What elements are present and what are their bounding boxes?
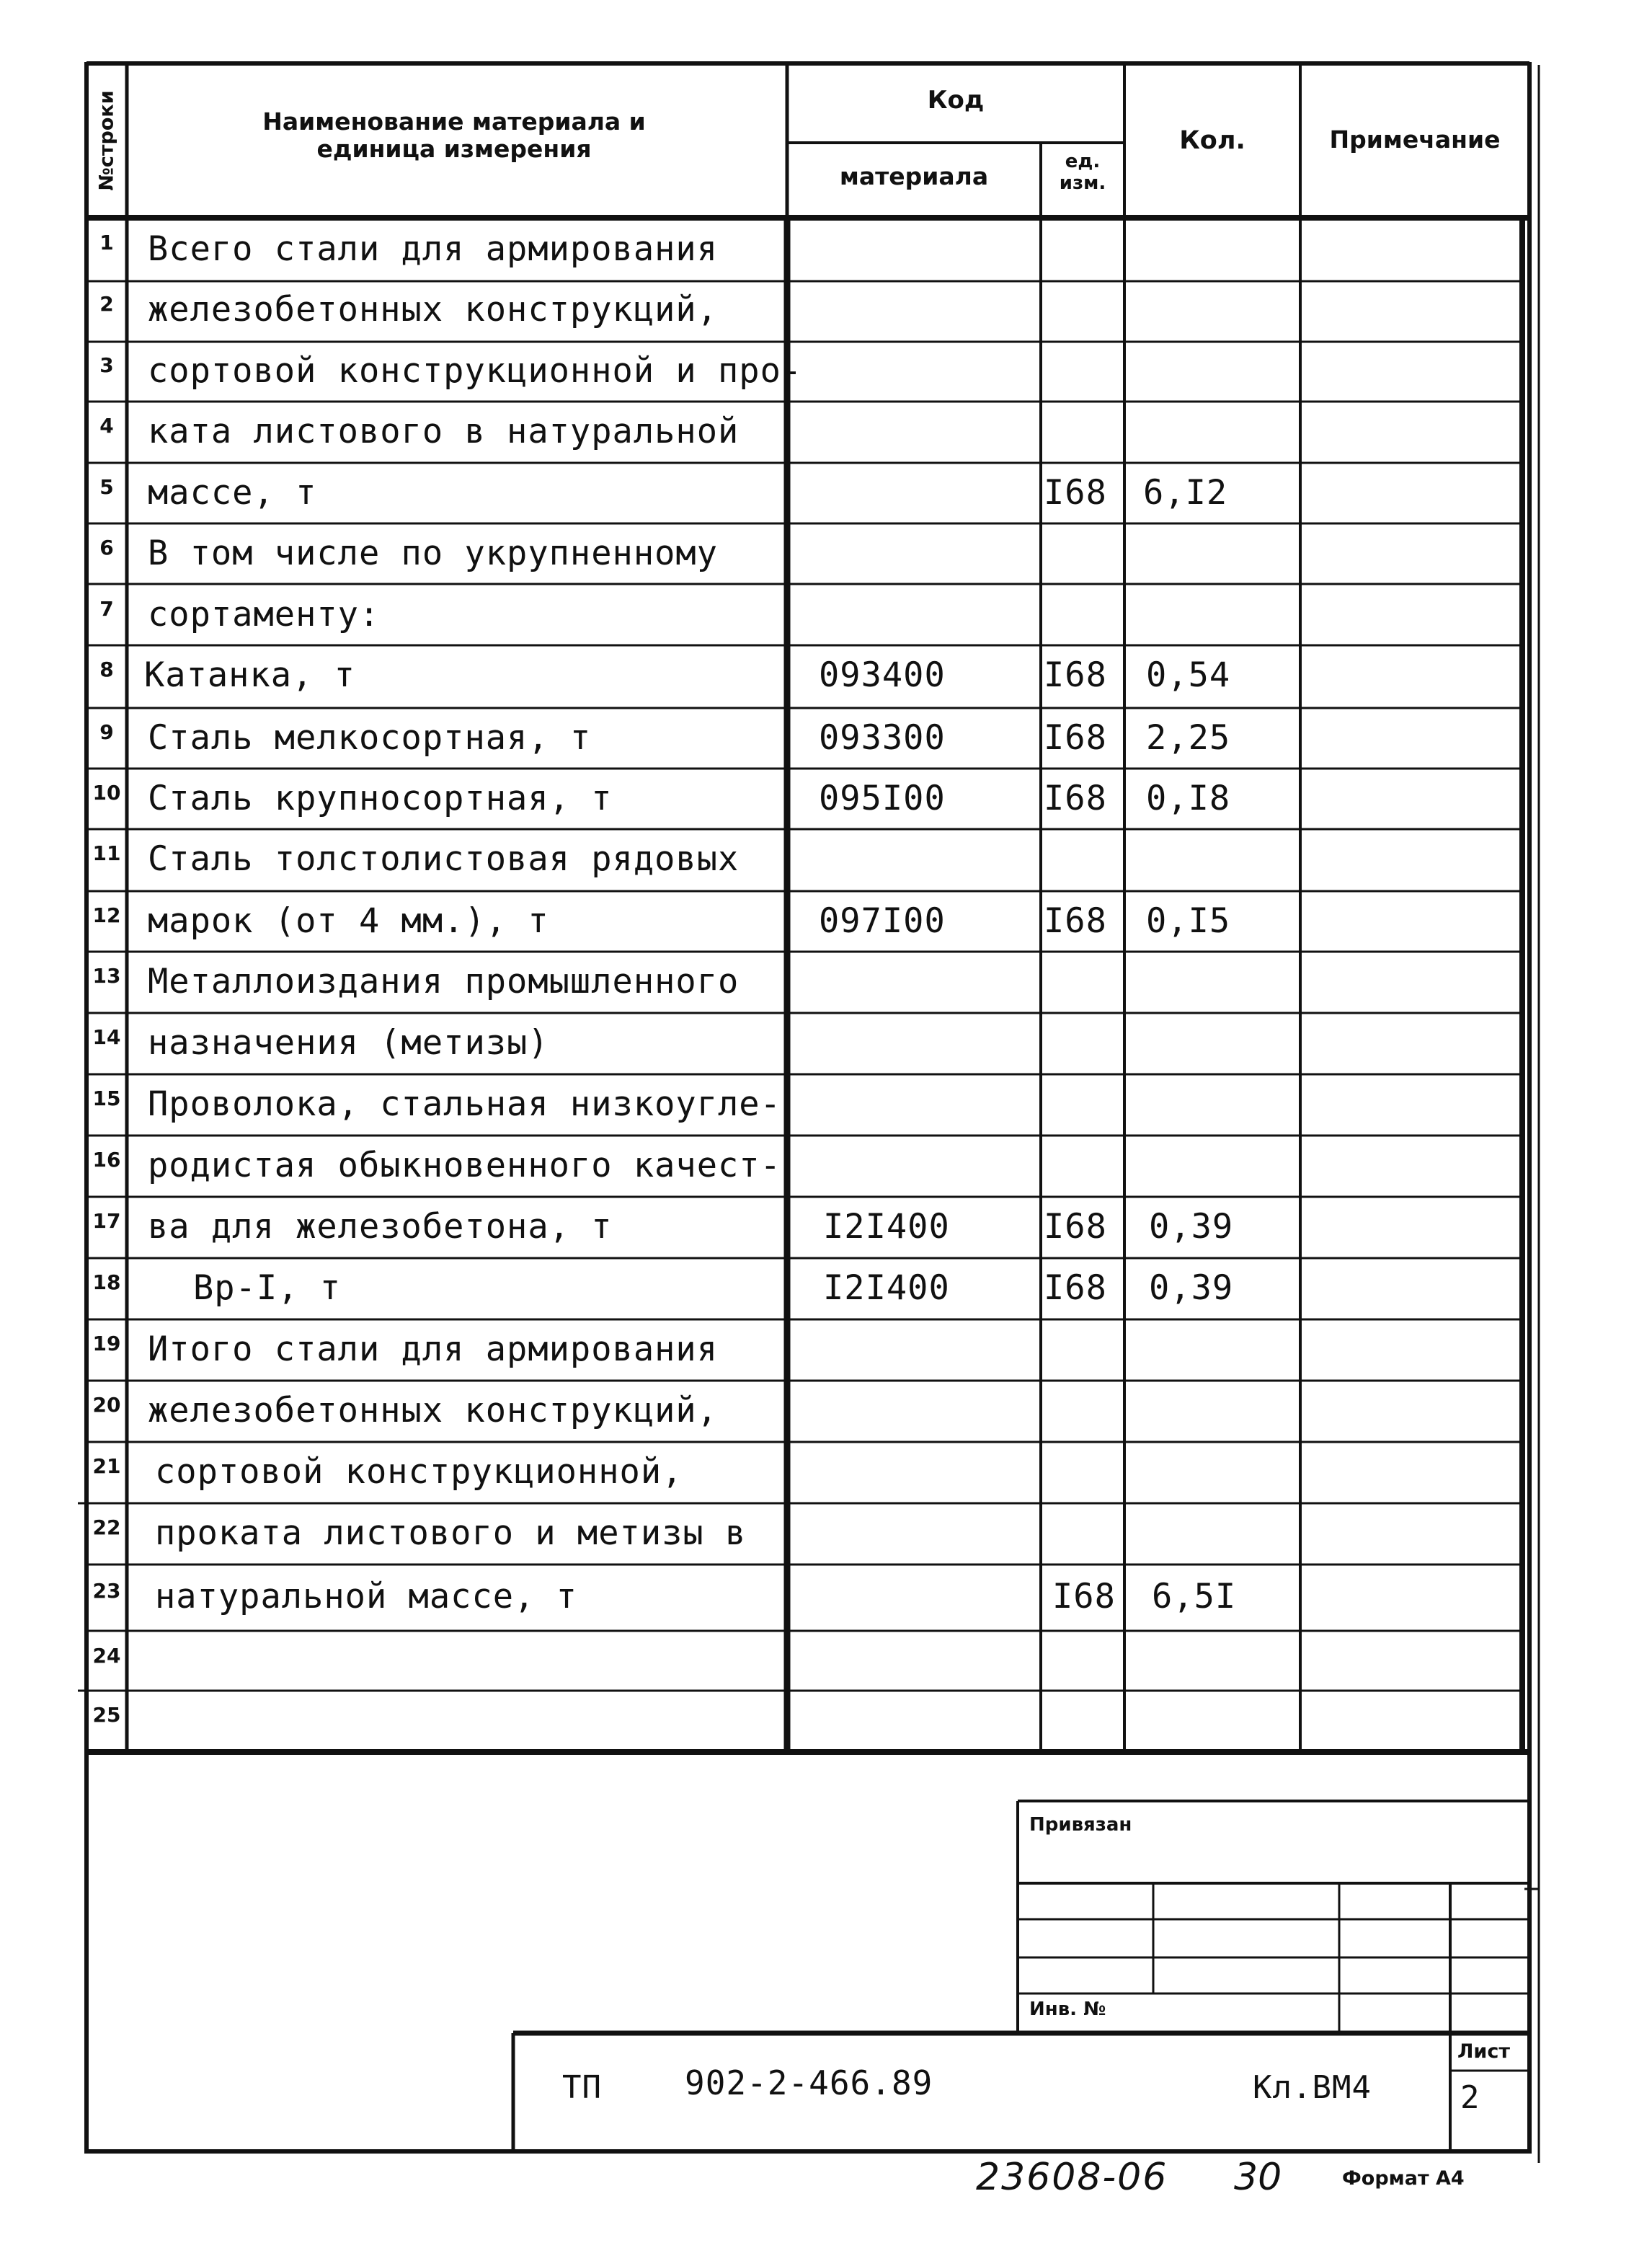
- row-number: 2: [99, 292, 114, 316]
- material-code: I2I400: [823, 1268, 950, 1308]
- row-number: 12: [92, 903, 121, 927]
- row-number: 7: [99, 597, 114, 621]
- stamp-album: Кл.ВМ4: [1253, 2069, 1372, 2106]
- material-name: В том числе по укрупненному: [148, 534, 719, 573]
- row-number: 6: [99, 536, 114, 559]
- stamp-sheet-number: 2: [1460, 2079, 1480, 2116]
- material-name: Сталь мелкосортная, т: [148, 718, 592, 758]
- row-number: 19: [92, 1332, 121, 1355]
- stamp-sheet-label: Лист: [1457, 2040, 1510, 2063]
- unit-code: I68: [1052, 1577, 1116, 1616]
- row-number: 25: [92, 1703, 121, 1727]
- row-number: 8: [99, 658, 114, 681]
- stamp-doc-number: 902-2-466.89: [685, 2063, 933, 2102]
- row-number: 10: [92, 781, 121, 805]
- material-code: 093400: [819, 655, 946, 695]
- material-name: массе, т: [148, 473, 317, 513]
- row-number: 16: [92, 1148, 121, 1172]
- unit-code: I68: [1044, 718, 1107, 758]
- quantity-value: 0,54: [1146, 655, 1231, 695]
- row-number: 4: [99, 414, 114, 438]
- material-name: Сталь крупносортная, т: [148, 779, 613, 818]
- material-name: сортовой конструкционной,: [155, 1452, 683, 1492]
- unit-code: I68: [1044, 779, 1107, 818]
- material-code: 097I00: [819, 901, 946, 941]
- quantity-value: 0,39: [1149, 1207, 1234, 1247]
- quantity-value: 6,5I: [1152, 1577, 1237, 1616]
- material-name: Вр-I, т: [193, 1268, 342, 1308]
- quantity-value: 2,25: [1146, 718, 1231, 758]
- material-name: родистая обыкновенного качест-: [148, 1146, 781, 1185]
- row-number: 18: [92, 1270, 121, 1294]
- row-number: 1: [99, 231, 114, 255]
- material-name: железобетонных конструкций,: [148, 290, 719, 329]
- row-number: 9: [99, 720, 114, 744]
- stamp-tp: ТП: [562, 2069, 602, 2106]
- material-name: Сталь толстолистовая рядовых: [148, 839, 740, 879]
- row-number: 11: [92, 841, 121, 865]
- material-code: 093300: [819, 718, 946, 758]
- material-name: проката листового и метизы в: [155, 1513, 747, 1553]
- row-number: 13: [92, 964, 121, 988]
- material-name: марок (от 4 мм.), т: [148, 901, 549, 941]
- quantity-value: 0,39: [1149, 1268, 1234, 1308]
- archive-number: 23608-06: [976, 2156, 1168, 2199]
- row-number: 14: [92, 1025, 121, 1049]
- material-name: железобетонных конструкций,: [148, 1391, 719, 1430]
- header-material-name: Наименование материала и единица измерения: [262, 107, 646, 163]
- material-code: I2I400: [823, 1207, 950, 1247]
- stamp-inv-no: Инв. №: [1029, 1999, 1106, 2020]
- row-number: 5: [99, 475, 114, 499]
- quantity-value: 0,I5: [1146, 901, 1231, 941]
- row-number: 20: [92, 1393, 121, 1417]
- quantity-value: 0,I8: [1146, 779, 1231, 818]
- material-name: сортовой конструкционной и про-: [148, 351, 803, 391]
- header-code: Код: [927, 86, 985, 115]
- page-number: 30: [1234, 2156, 1282, 2199]
- material-name: Проволока, стальная низкоугле-: [148, 1084, 781, 1124]
- unit-code: I68: [1044, 655, 1107, 695]
- header-code-unit: ед. изм.: [1059, 151, 1106, 194]
- row-number: 17: [92, 1209, 121, 1233]
- stamp-privyazan: Привязан: [1029, 1814, 1132, 1836]
- row-number: 23: [92, 1579, 121, 1603]
- format-label: Формат А4: [1342, 2167, 1465, 2190]
- material-name: Металлоиздания промышленного: [148, 962, 740, 1001]
- material-name: Итого стали для армирования: [148, 1329, 719, 1369]
- material-name: сортаменту:: [148, 595, 381, 634]
- unit-code: I68: [1044, 473, 1107, 513]
- header-row-number: №строки: [95, 90, 118, 191]
- unit-code: I68: [1044, 901, 1107, 941]
- material-name: ката листового в натуральной: [148, 412, 740, 451]
- row-number: 21: [92, 1454, 121, 1478]
- header-code-material: материала: [839, 162, 989, 190]
- material-name: ва для железобетона, т: [148, 1207, 613, 1247]
- material-name: натуральной массе, т: [155, 1577, 577, 1616]
- row-number: 24: [92, 1644, 121, 1668]
- row-number: 22: [92, 1515, 121, 1539]
- material-code: 095I00: [819, 779, 946, 818]
- row-number: 3: [99, 353, 114, 377]
- material-name: Всего стали для армирования: [148, 229, 719, 269]
- unit-code: I68: [1044, 1268, 1107, 1308]
- header-note: Примечание: [1329, 125, 1501, 154]
- quantity-value: 6,I2: [1143, 473, 1228, 513]
- row-number: 15: [92, 1087, 121, 1110]
- material-name: назначения (метизы): [148, 1023, 549, 1063]
- material-name: Катанка, т: [144, 655, 355, 695]
- header-quantity: Кол.: [1179, 126, 1245, 155]
- unit-code: I68: [1044, 1207, 1107, 1247]
